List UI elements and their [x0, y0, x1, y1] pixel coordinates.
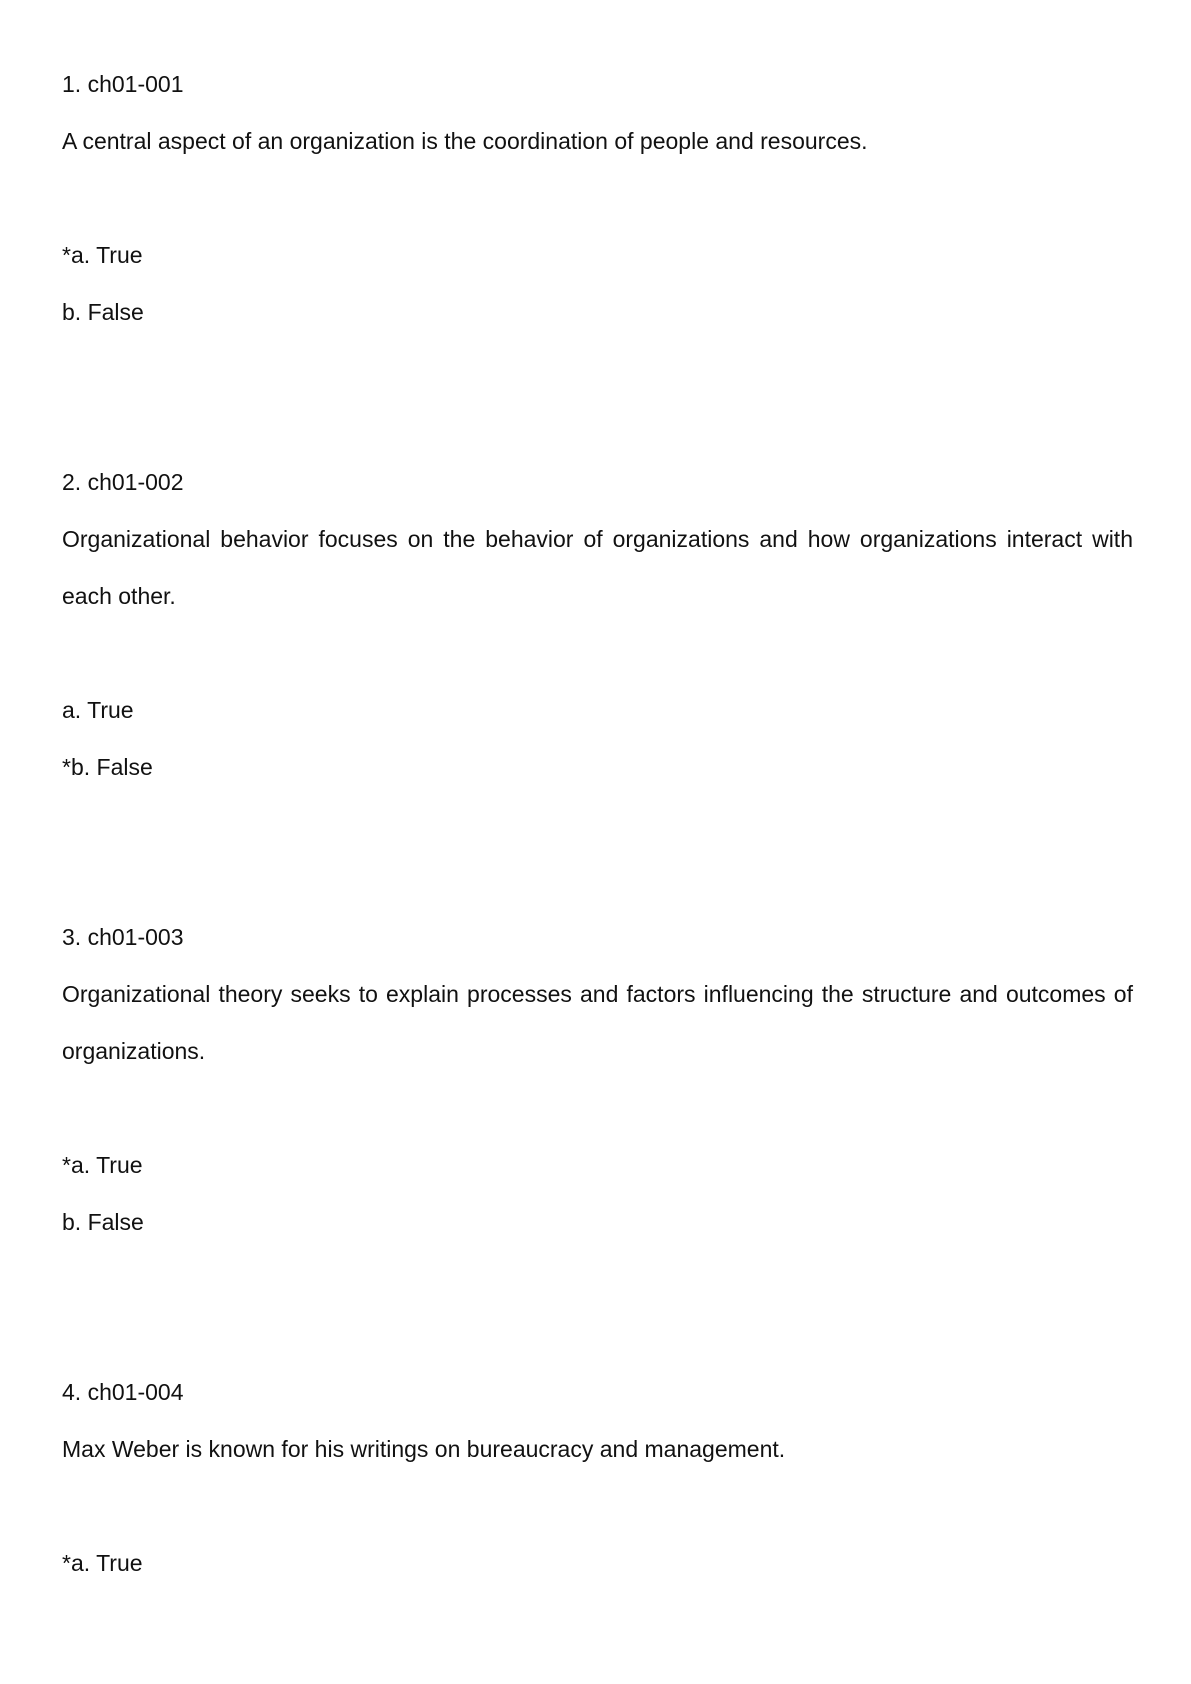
question-id: 3. ch01-003 — [62, 924, 184, 950]
answer-options — [62, 1137, 1133, 1251]
question-block — [62, 454, 1133, 796]
question-text: Organizational behavior focuses on the behavior of organizations and how organizations interact with each other. — [62, 526, 1133, 609]
question-text: Organizational theory seeks to explain processes and factors influencing the structure and outcomes of organizations. — [62, 981, 1133, 1064]
answer-option: a. True — [62, 697, 134, 723]
answer-options — [62, 1535, 1133, 1592]
answer-option: b. False — [62, 1209, 144, 1235]
answer-option: *a. True — [62, 1152, 143, 1178]
question-text: Max Weber is known for his writings on bureaucracy and management. — [62, 1436, 786, 1462]
question-id: 4. ch01-004 — [62, 1379, 184, 1405]
question-block — [62, 909, 1133, 1251]
answer-options — [62, 227, 1133, 341]
question-id: 2. ch01-002 — [62, 469, 184, 495]
question-id: 1. ch01-001 — [62, 71, 184, 97]
answer-option: *a. True — [62, 242, 143, 268]
answer-option: b. False — [62, 299, 144, 325]
question-block — [62, 56, 1133, 341]
question-block — [62, 1364, 1133, 1592]
question-text: A central aspect of an organization is the coordination of people and resources. — [62, 128, 868, 154]
answer-options — [62, 682, 1133, 796]
answer-option: *b. False — [62, 754, 153, 780]
answer-option: *a. True — [62, 1550, 143, 1576]
